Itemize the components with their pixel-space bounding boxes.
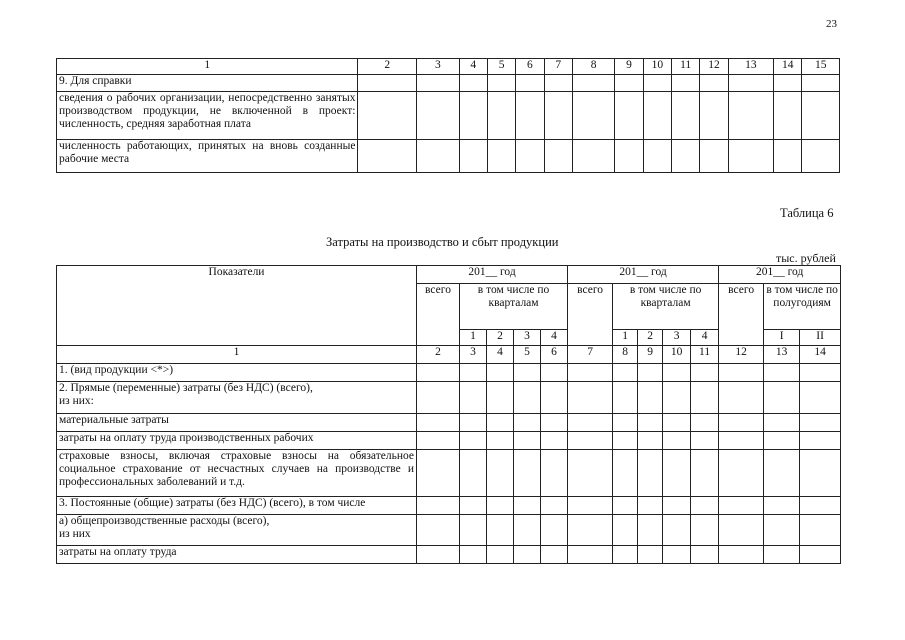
by-half-years-header: в том числе по полугодиям [764,284,841,330]
quarter-number: 2 [638,330,663,346]
costs-table [56,265,841,564]
table-row [57,92,840,140]
column-number: 4 [487,346,514,364]
continuation-table [56,58,840,173]
table-row [57,450,841,497]
column-number: 14 [800,346,841,364]
column-number: 13 [728,59,774,75]
page-number: 23 [826,18,837,30]
table-row [57,414,841,432]
quarter-number: 4 [541,330,568,346]
half-year-number: I [764,330,800,346]
table-row [57,515,841,546]
column-numbers-row [57,346,841,364]
row-label: затраты на оплату труда [57,546,417,564]
total-header: всего [719,284,764,346]
column-number: 7 [568,346,613,364]
quarter-number: 3 [663,330,691,346]
table-row [57,140,840,173]
row-label: 1. (вид продукции <*>) [57,364,417,382]
row-label: сведения о рабочих организации, непосредственно занятых производством продукции, не включенной в проект: численность, средняя заработная плата [57,92,358,140]
column-number: 3 [460,346,487,364]
half-year-number: II [800,330,841,346]
table-row [57,432,841,450]
quarter-number: 1 [460,330,487,346]
by-quarters-header: в том числе по кварталам [613,284,719,330]
quarter-number: 3 [514,330,541,346]
column-number: 15 [802,59,840,75]
indicators-header: Показатели [57,266,417,346]
column-number: 9 [638,346,663,364]
table-row [57,364,841,382]
row-label: затраты на оплату труда производственных рабочих [57,432,417,450]
column-number: 2 [417,346,460,364]
column-number: 6 [541,346,568,364]
column-number: 14 [774,59,802,75]
year-header: 201__ год [568,266,719,284]
row-label: материальные затраты [57,414,417,432]
table-row [57,546,841,564]
column-number: 8 [572,59,614,75]
year-header: 201__ год [719,266,841,284]
column-number: 5 [514,346,541,364]
column-number: 10 [663,346,691,364]
column-number: 12 [719,346,764,364]
column-number: 13 [764,346,800,364]
column-number: 2 [358,59,417,75]
row-label: численность работающих, принятых на вновь созданные рабочие места [57,140,358,173]
column-number: 1 [57,346,417,364]
column-number: 8 [613,346,638,364]
table-number-label: Таблица 6 [780,206,834,220]
column-number: 11 [691,346,719,364]
table-header-row [57,59,840,75]
table-row [57,382,841,414]
quarter-number: 2 [487,330,514,346]
column-number: 6 [516,59,544,75]
quarter-number: 4 [691,330,719,346]
column-number: 3 [417,59,459,75]
column-number: 1 [57,59,358,75]
by-quarters-header: в том числе по кварталам [460,284,568,330]
table-header-row [57,266,841,284]
table-title: Затраты на производство и сбыт продукции [326,235,559,249]
row-label: 9. Для справки [57,75,358,92]
units-label: тыс. рублей [776,251,836,265]
row-label: 3. Постоянные (общие) затраты (без НДС) (всего), в том числе [57,497,417,515]
row-label: а) общепроизводственные расходы (всего), из них [57,515,417,546]
row-label: 2. Прямые (переменные) затраты (без НДС) (всего), из них: [57,382,417,414]
quarter-number: 1 [613,330,638,346]
total-header: всего [568,284,613,346]
table-row [57,497,841,515]
year-header: 201__ год [417,266,568,284]
column-number: 11 [671,59,699,75]
column-number: 4 [459,59,487,75]
column-number: 7 [544,59,572,75]
table-row [57,75,840,92]
column-number: 10 [643,59,671,75]
column-number: 5 [487,59,515,75]
row-label: страховые взносы, включая страховые взносы на обязательное социальное страхование от несчастных случаев на производстве и профессиональных заболеваний и т.д. [57,450,417,497]
column-number: 12 [700,59,728,75]
total-header: всего [417,284,460,346]
column-number: 9 [615,59,643,75]
